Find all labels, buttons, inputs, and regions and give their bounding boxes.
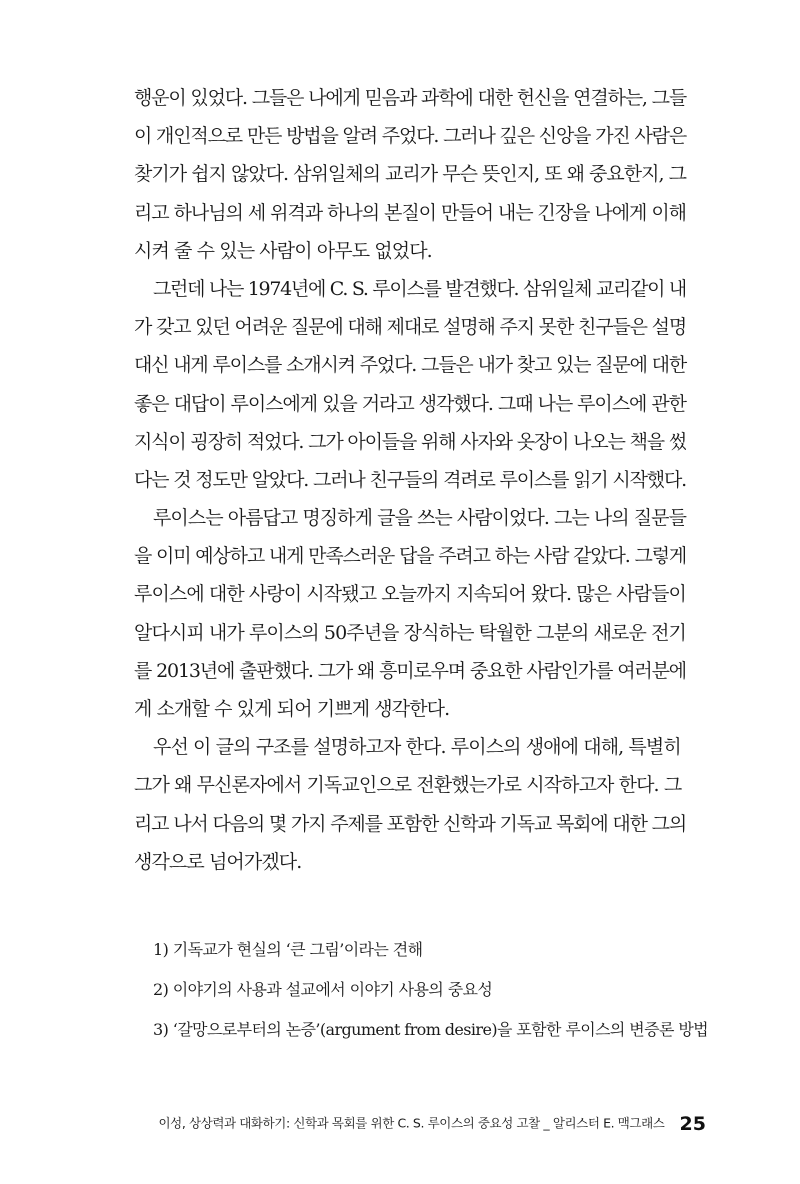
body-text [134, 79, 686, 881]
paragraph-start-line: 우선 이 글의 구조를 설명하고자 한다. 루이스의 생애에 대해, 특별히 [153, 736, 681, 759]
list-item: 1) 기독교가 현실의 ‘큰 그림’이라는 견해 [153, 940, 423, 959]
paragraph-start-line: 루이스는 아름답고 명징하게 글을 쓰는 사람이었다. 그는 나의 질문들 [153, 507, 686, 530]
text-line: 지식이 굉장히 적었다. 그가 아이들을 위해 사자와 옷장이 나오는 책을 썼 [134, 430, 686, 453]
text-line: 리고 하나님의 세 위격과 하나의 본질이 만들어 내는 긴장을 나에게 이해 [134, 201, 686, 224]
running-title: 이성, 상상력과 대화하기: 신학과 목회를 위한 C. S. 루이스의 중요성 고찰 _ 알리스터 E. 맥그래스 [158, 1115, 665, 1131]
text-line: 게 소개할 수 있게 되어 기쁘게 생각한다. [134, 698, 450, 720]
list-item: 3) ‘갈망으로부터의 논증’(argument from desire)을 포함한 루이스의 변증론 방법 [153, 1020, 709, 1039]
text-line: 이 개인적으로 만든 방법을 알려 주었다. 그러나 깊은 신앙을 가진 사람은 [134, 125, 686, 148]
text-line: 좋은 대답이 루이스에게 있을 거라고 생각했다. 그때 나는 루이스에 관한 [134, 392, 686, 415]
running-footer [158, 1108, 706, 1138]
text-line: 시켜 줄 수 있는 사람이 아무도 없었다. [134, 239, 432, 262]
paragraph-start-line: 그런데 나는 1974년에 C. S. 루이스를 발견했다. 삼위일체 교리같이 내 [153, 277, 686, 300]
text-line: 찾기가 쉽지 않았다. 삼위일체의 교리가 무슨 뜻인지, 또 왜 중요한지, 그 [134, 163, 686, 186]
text-line: 을 이미 예상하고 내게 만족스러운 답을 주려고 하는 사람 같았다. 그렇게 [134, 545, 686, 568]
text-line: 생각으로 넘어가겠다. [134, 850, 302, 873]
topic-list [153, 930, 709, 1050]
text-line: 루이스에 대한 사랑이 시작됐고 오늘까지 지속되어 왔다. 많은 사람들이 [134, 583, 686, 606]
text-line: 알다시피 내가 루이스의 50주년을 장식하는 탁월한 그분의 새로운 전기 [134, 621, 686, 644]
text-line: 그가 왜 무신론자에서 기독교인으로 전환했는가로 시작하고자 한다. 그 [134, 774, 682, 797]
list-item: 2) 이야기의 사용과 설교에서 이야기 사용의 중요성 [153, 980, 493, 999]
text-line: 를 2013년에 출판했다. 그가 왜 흥미로우며 중요한 사람인가를 여러분에 [134, 659, 686, 682]
text-line: 리고 나서 다음의 몇 가지 주제를 포함한 신학과 기독교 목회에 대한 그의 [134, 812, 686, 835]
text-line: 행운이 있었다. 그들은 나에게 믿음과 과학에 대한 헌신을 연결하는, 그들 [134, 87, 686, 109]
text-line: 다는 것 정도만 알았다. 그러나 친구들의 격려로 루이스를 읽기 시작했다. [134, 468, 686, 491]
text-line: 대신 내게 루이스를 소개시켜 주었다. 그들은 내가 찾고 있는 질문에 대한 [134, 354, 686, 377]
text-line: 가 갖고 있던 어려운 질문에 대해 제대로 설명해 주지 못한 친구들은 설명 [134, 316, 686, 339]
page-number: 25 [679, 1112, 706, 1135]
